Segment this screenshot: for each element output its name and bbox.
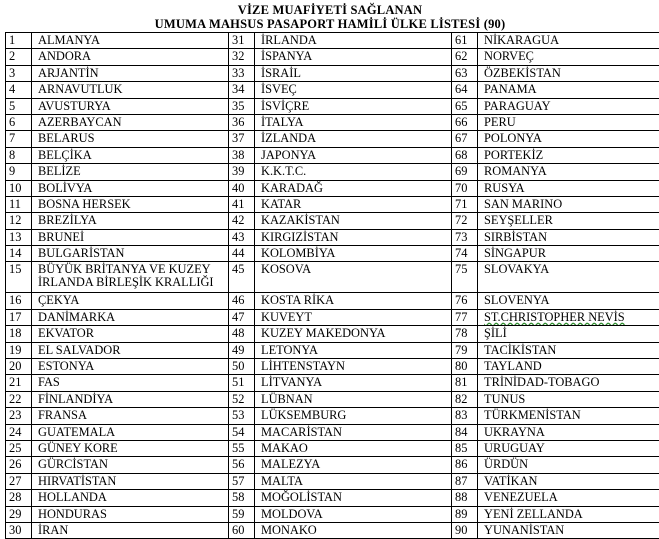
country-name: MALTA xyxy=(255,473,452,489)
row-number: 49 xyxy=(229,342,255,358)
row-number: 62 xyxy=(452,49,478,65)
country-name: EL SALVADOR xyxy=(32,342,229,358)
row-number: 14 xyxy=(6,246,32,262)
country-name: POLONYA xyxy=(478,131,659,147)
row-number: 22 xyxy=(6,391,32,407)
table-row xyxy=(6,326,659,342)
row-number: 43 xyxy=(229,229,255,245)
country-name: FRANSA xyxy=(32,408,229,424)
country-name: FİNLANDİYA xyxy=(32,391,229,407)
country-name: PERU xyxy=(478,114,659,130)
title-line-1: VİZE MUAFİYETİ SAĞLANAN xyxy=(5,3,655,17)
country-name: İSVEÇ xyxy=(255,82,452,98)
country-name: SAN MARINO xyxy=(478,196,659,212)
country-name: KAZAKİSTAN xyxy=(255,213,452,229)
row-number: 88 xyxy=(452,490,478,506)
row-number: 85 xyxy=(452,440,478,456)
table-row xyxy=(6,65,659,81)
row-number: 41 xyxy=(229,196,255,212)
row-number: 46 xyxy=(229,293,255,309)
row-number: 55 xyxy=(229,440,255,456)
table-row xyxy=(6,440,659,456)
row-number: 89 xyxy=(452,506,478,522)
table-row xyxy=(6,213,659,229)
country-name: VATİKAN xyxy=(478,473,659,489)
country-name: TÜRKMENİSTAN xyxy=(478,408,659,424)
row-number: 7 xyxy=(6,131,32,147)
row-number: 61 xyxy=(452,33,478,49)
country-name: ESTONYA xyxy=(32,359,229,375)
row-number: 70 xyxy=(452,180,478,196)
country-name: KOLOMBİYA xyxy=(255,246,452,262)
row-number: 83 xyxy=(452,408,478,424)
row-number: 15 xyxy=(6,262,32,293)
row-number: 32 xyxy=(229,49,255,65)
row-number: 74 xyxy=(452,246,478,262)
row-number: 42 xyxy=(229,213,255,229)
country-name: TAYLAND xyxy=(478,359,659,375)
row-number: 69 xyxy=(452,164,478,180)
country-name: İSVİÇRE xyxy=(255,98,452,114)
country-name: GUATEMALA xyxy=(32,424,229,440)
row-number: 38 xyxy=(229,147,255,163)
row-number: 53 xyxy=(229,408,255,424)
row-number: 27 xyxy=(6,473,32,489)
country-name: ALMANYA xyxy=(32,33,229,49)
country-name: NİKARAGUA xyxy=(478,33,659,49)
table-row xyxy=(6,506,659,522)
country-name: UKRAYNA xyxy=(478,424,659,440)
row-number: 19 xyxy=(6,342,32,358)
row-number: 4 xyxy=(6,82,32,98)
row-number: 51 xyxy=(229,375,255,391)
row-number: 52 xyxy=(229,391,255,407)
table-row xyxy=(6,49,659,65)
country-name: DANİMARKA xyxy=(32,309,229,325)
country-name: ŞİLİ xyxy=(478,326,659,342)
row-number: 90 xyxy=(452,522,478,538)
country-name: LÜBNAN xyxy=(255,391,452,407)
document xyxy=(5,3,655,539)
table-row xyxy=(6,147,659,163)
row-number: 18 xyxy=(6,326,32,342)
row-number: 24 xyxy=(6,424,32,440)
country-table xyxy=(5,32,659,539)
country-name: PORTEKİZ xyxy=(478,147,659,163)
row-number: 72 xyxy=(452,213,478,229)
row-number: 2 xyxy=(6,49,32,65)
country-name: İRLANDA xyxy=(255,33,452,49)
country-name: FAS xyxy=(32,375,229,391)
table-row xyxy=(6,424,659,440)
row-number: 11 xyxy=(6,196,32,212)
country-name: MOLDOVA xyxy=(255,506,452,522)
country-name: PANAMA xyxy=(478,82,659,98)
table-row xyxy=(6,359,659,375)
country-name: SIRBİSTAN xyxy=(478,229,659,245)
country-name: BELÇİKA xyxy=(32,147,229,163)
table-row xyxy=(6,196,659,212)
table-row xyxy=(6,309,659,325)
row-number: 23 xyxy=(6,408,32,424)
row-number: 10 xyxy=(6,180,32,196)
country-name: SİNGAPUR xyxy=(478,246,659,262)
row-number: 58 xyxy=(229,490,255,506)
row-number: 30 xyxy=(6,522,32,538)
row-number: 81 xyxy=(452,375,478,391)
country-name: LETONYA xyxy=(255,342,452,358)
row-number: 84 xyxy=(452,424,478,440)
row-number: 37 xyxy=(229,131,255,147)
row-number: 36 xyxy=(229,114,255,130)
country-name: JAPONYA xyxy=(255,147,452,163)
row-number: 21 xyxy=(6,375,32,391)
country-name: BÜYÜK BRİTANYA VE KUZEY İRLANDA BİRLEŞİK KRALLIĞI xyxy=(32,262,229,293)
table-row xyxy=(6,131,659,147)
table-row xyxy=(6,375,659,391)
row-number: 48 xyxy=(229,326,255,342)
row-number: 80 xyxy=(452,359,478,375)
row-number: 66 xyxy=(452,114,478,130)
country-name: HOLLANDA xyxy=(32,490,229,506)
country-name: ROMANYA xyxy=(478,164,659,180)
row-number: 82 xyxy=(452,391,478,407)
row-number: 60 xyxy=(229,522,255,538)
country-name: KOSOVA xyxy=(255,262,452,293)
row-number: 34 xyxy=(229,82,255,98)
row-number: 1 xyxy=(6,33,32,49)
country-name: İSPANYA xyxy=(255,49,452,65)
country-name: BOLİVYA xyxy=(32,180,229,196)
row-number: 87 xyxy=(452,473,478,489)
country-name: HIRVATİSTAN xyxy=(32,473,229,489)
country-name: ANDORA xyxy=(32,49,229,65)
country-name: İZLANDA xyxy=(255,131,452,147)
country-name: MONAKO xyxy=(255,522,452,538)
row-number: 68 xyxy=(452,147,478,163)
table-row xyxy=(6,342,659,358)
title-line-2: UMUMA MAHSUS PASAPORT HAMİLİ ÜLKE LİSTESİ (90) xyxy=(5,17,655,31)
table-row xyxy=(6,82,659,98)
row-number: 71 xyxy=(452,196,478,212)
row-number: 57 xyxy=(229,473,255,489)
row-number: 29 xyxy=(6,506,32,522)
country-name: SLOVENYA xyxy=(478,293,659,309)
country-name: AZERBAYCAN xyxy=(32,114,229,130)
document-title xyxy=(5,3,655,31)
row-number: 39 xyxy=(229,164,255,180)
country-name: K.K.T.C. xyxy=(255,164,452,180)
country-name: HONDURAS xyxy=(32,506,229,522)
row-number: 64 xyxy=(452,82,478,98)
country-name: ÜRDÜN xyxy=(478,457,659,473)
row-number: 5 xyxy=(6,98,32,114)
row-number: 26 xyxy=(6,457,32,473)
row-number: 13 xyxy=(6,229,32,245)
country-name: İSRAİL xyxy=(255,65,452,81)
row-number: 45 xyxy=(229,262,255,293)
country-name: KUZEY MAKEDONYA xyxy=(255,326,452,342)
country-name: YUNANİSTAN xyxy=(478,522,659,538)
row-number: 63 xyxy=(452,65,478,81)
country-name-text: ST.CHRISTOPHER NEVİS xyxy=(484,310,625,324)
row-number: 12 xyxy=(6,213,32,229)
country-name: BELİZE xyxy=(32,164,229,180)
row-number: 6 xyxy=(6,114,32,130)
country-name: ARJANTİN xyxy=(32,65,229,81)
row-number: 54 xyxy=(229,424,255,440)
row-number: 35 xyxy=(229,98,255,114)
country-name: KATAR xyxy=(255,196,452,212)
table-row xyxy=(6,293,659,309)
row-number: 17 xyxy=(6,309,32,325)
country-name: TUNUS xyxy=(478,391,659,407)
table-row xyxy=(6,408,659,424)
country-name: ÖZBEKİSTAN xyxy=(478,65,659,81)
row-number: 73 xyxy=(452,229,478,245)
table-row xyxy=(6,457,659,473)
row-number: 56 xyxy=(229,457,255,473)
row-number: 76 xyxy=(452,293,478,309)
table-row xyxy=(6,33,659,49)
country-name: KUVEYT xyxy=(255,309,452,325)
country-name: İTALYA xyxy=(255,114,452,130)
country-name: BRUNEİ xyxy=(32,229,229,245)
country-name: LÜKSEMBURG xyxy=(255,408,452,424)
country-name: BOSNA HERSEK xyxy=(32,196,229,212)
row-number: 79 xyxy=(452,342,478,358)
row-number: 9 xyxy=(6,164,32,180)
country-name: KARADAĞ xyxy=(255,180,452,196)
country-name: MAKAO xyxy=(255,440,452,456)
country-name: VENEZUELA xyxy=(478,490,659,506)
table-row xyxy=(6,98,659,114)
row-number: 33 xyxy=(229,65,255,81)
country-name: NORVEÇ xyxy=(478,49,659,65)
country-name: ARNAVUTLUK xyxy=(32,82,229,98)
row-number: 16 xyxy=(6,293,32,309)
country-name: İRAN xyxy=(32,522,229,538)
table-row xyxy=(6,522,659,538)
country-name: KOSTA RİKA xyxy=(255,293,452,309)
row-number: 77 xyxy=(452,309,478,325)
row-number: 75 xyxy=(452,262,478,293)
row-number: 20 xyxy=(6,359,32,375)
table-row xyxy=(6,180,659,196)
country-name: TACİKİSTAN xyxy=(478,342,659,358)
table-row xyxy=(6,229,659,245)
country-name: BREZİLYA xyxy=(32,213,229,229)
row-number: 8 xyxy=(6,147,32,163)
table-row xyxy=(6,473,659,489)
country-name: SEYŞELLER xyxy=(478,213,659,229)
row-number: 50 xyxy=(229,359,255,375)
table-row xyxy=(6,262,659,293)
row-number: 67 xyxy=(452,131,478,147)
country-name: SLOVAKYA xyxy=(478,262,659,293)
country-name: GÜNEY KORE xyxy=(32,440,229,456)
table-row xyxy=(6,391,659,407)
country-name: MALEZYA xyxy=(255,457,452,473)
country-name: KIRGIZİSTAN xyxy=(255,229,452,245)
row-number: 86 xyxy=(452,457,478,473)
row-number: 59 xyxy=(229,506,255,522)
country-name: TRİNİDAD-TOBAGO xyxy=(478,375,659,391)
row-number: 44 xyxy=(229,246,255,262)
country-name: LİHTENSTAYN xyxy=(255,359,452,375)
country-name: AVUSTURYA xyxy=(32,98,229,114)
row-number: 31 xyxy=(229,33,255,49)
country-name: YENİ ZELLANDA xyxy=(478,506,659,522)
country-name xyxy=(478,309,659,325)
country-name: MACARİSTAN xyxy=(255,424,452,440)
country-name: RUSYA xyxy=(478,180,659,196)
country-name: LİTVANYA xyxy=(255,375,452,391)
table-row xyxy=(6,164,659,180)
row-number: 65 xyxy=(452,98,478,114)
row-number: 3 xyxy=(6,65,32,81)
row-number: 40 xyxy=(229,180,255,196)
row-number: 25 xyxy=(6,440,32,456)
country-name: URUGUAY xyxy=(478,440,659,456)
country-name: PARAGUAY xyxy=(478,98,659,114)
row-number: 78 xyxy=(452,326,478,342)
row-number: 47 xyxy=(229,309,255,325)
table-row xyxy=(6,490,659,506)
table-row xyxy=(6,114,659,130)
country-name: EKVATOR xyxy=(32,326,229,342)
country-name: BULGARİSTAN xyxy=(32,246,229,262)
country-name: BELARUS xyxy=(32,131,229,147)
country-name: GÜRCİSTAN xyxy=(32,457,229,473)
table-row xyxy=(6,246,659,262)
country-name: ÇEKYA xyxy=(32,293,229,309)
country-name: MOĞOLİSTAN xyxy=(255,490,452,506)
row-number: 28 xyxy=(6,490,32,506)
